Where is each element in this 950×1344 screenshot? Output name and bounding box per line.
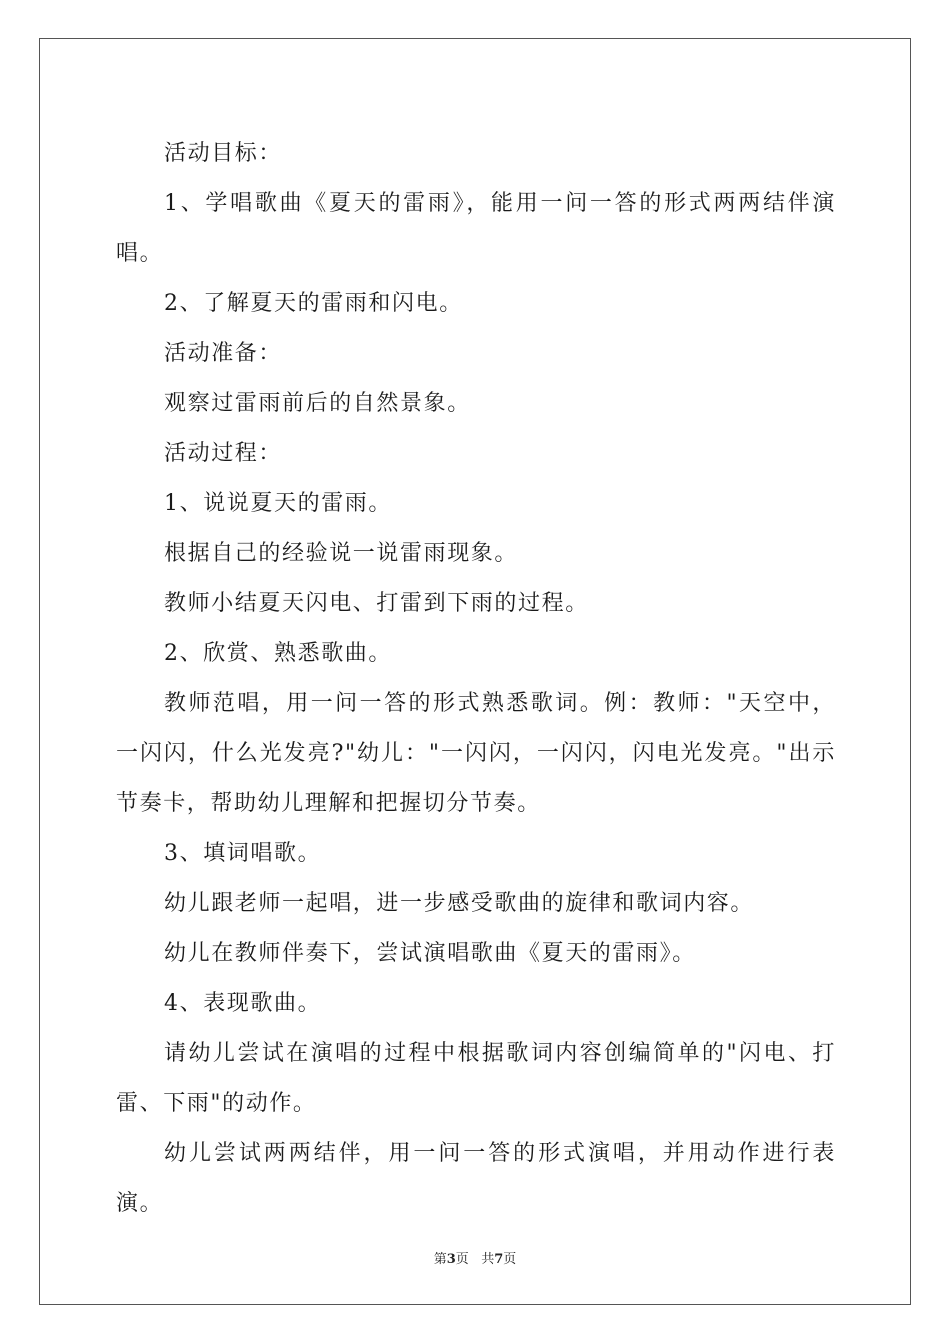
heading-activity-process: 活动过程： <box>164 441 283 466</box>
process-step-2: 2、欣赏、熟悉歌曲。 <box>164 641 392 666</box>
heading-activity-preparation: 活动准备： <box>164 341 283 366</box>
page-footer <box>0 1248 950 1267</box>
total-suffix: 页 <box>503 1252 517 1267</box>
process-step-3-detail-a: 幼儿跟老师一起唱，进一步感受歌曲的旋律和歌词内容。 <box>164 891 755 916</box>
goal-item-1: 1、学唱歌曲《夏天的雷雨》，能用一问一答的形式两两结伴演唱。 <box>116 191 836 266</box>
goal-item-2: 2、了解夏天的雷雨和闪电。 <box>164 291 463 316</box>
page-number: 3 <box>446 1252 456 1267</box>
process-step-1: 1、说说夏天的雷雨。 <box>164 491 392 516</box>
process-step-4: 4、表现歌曲。 <box>164 991 322 1016</box>
process-step-3: 3、填词唱歌。 <box>164 841 322 866</box>
preparation-text: 观察过雷雨前后的自然景象。 <box>164 391 471 416</box>
process-step-4-detail-a: 请幼儿尝试在演唱的过程中根据歌词内容创编简单的"闪电、打雷、下雨"的动作。 <box>116 1041 836 1116</box>
process-step-1-detail-b: 教师小结夏天闪电、打雷到下雨的过程。 <box>164 591 589 616</box>
page-suffix: 页 <box>455 1252 469 1267</box>
heading-activity-goals: 活动目标： <box>164 141 283 166</box>
process-step-2-detail: 教师范唱，用一问一答的形式熟悉歌词。例：教师："天空中，一闪闪，什么光发亮?"幼儿："一闪闪，一闪闪，闪电光发亮。"出示节奏卡，帮助幼儿理解和把握切分节奏。 <box>116 691 836 816</box>
process-step-1-detail-a: 根据自己的经验说一说雷雨现象。 <box>164 541 519 566</box>
total-prefix: 共 <box>481 1252 495 1267</box>
process-step-4-detail-b: 幼儿尝试两两结伴，用一问一答的形式演唱，并用动作进行表演。 <box>116 1141 836 1216</box>
total-pages: 7 <box>494 1252 504 1267</box>
document-body <box>116 129 836 1229</box>
process-step-3-detail-b: 幼儿在教师伴奏下，尝试演唱歌曲《夏天的雷雨》。 <box>164 941 696 966</box>
page-prefix: 第 <box>433 1252 447 1267</box>
